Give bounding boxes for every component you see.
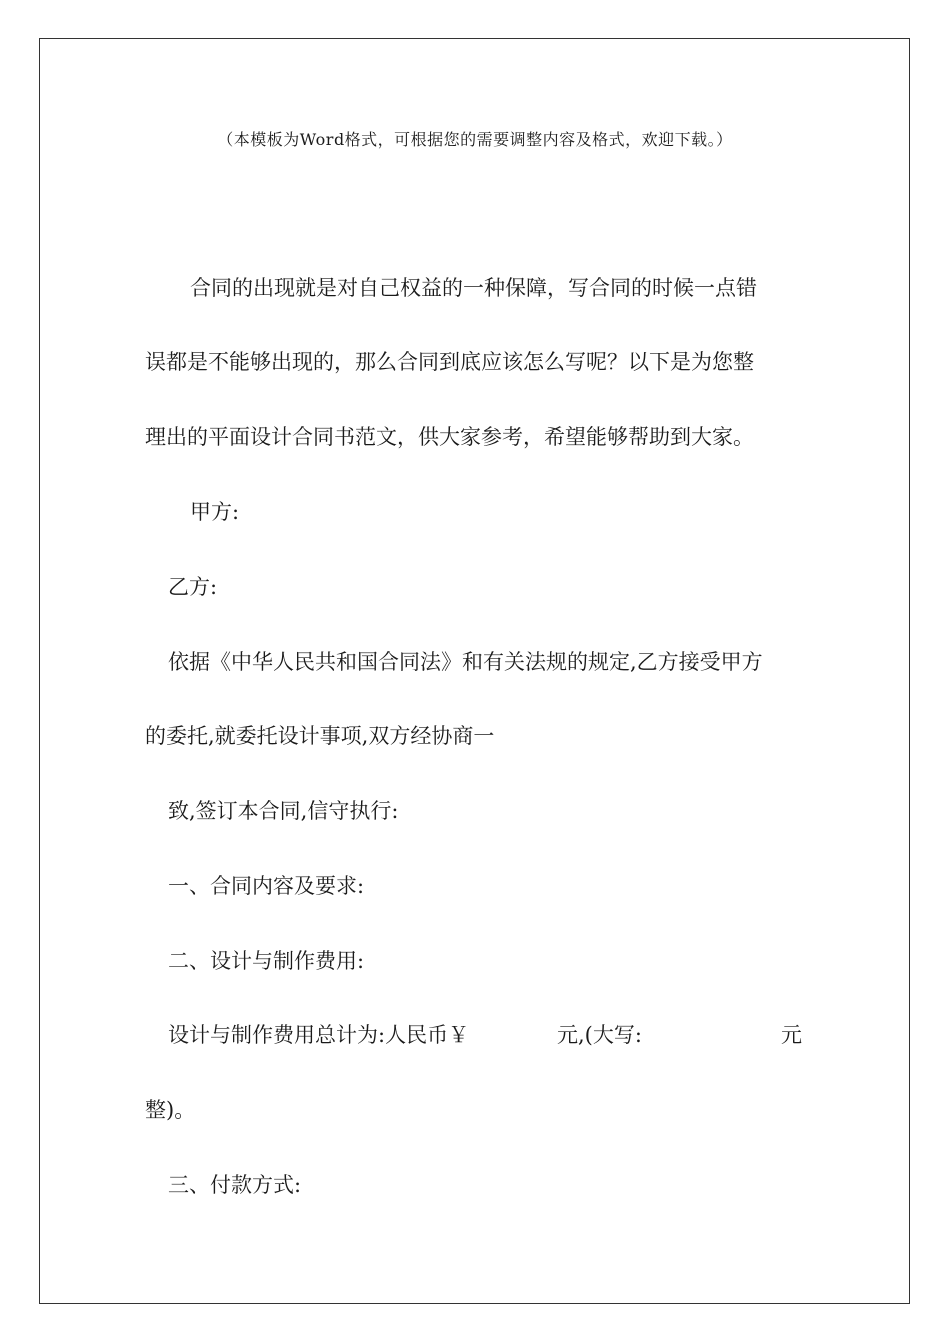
template-notice: （本模板为Word格式，可根据您的需要调整内容及格式，欢迎下载。） — [217, 130, 733, 149]
basis-line-2: 的委托,就委托设计事项,双方经协商一 — [145, 724, 495, 748]
party-a-label: 甲方: — [190, 500, 240, 524]
fee-line-continuation: 整)。 — [145, 1098, 196, 1122]
fee-line-start: 设计与制作费用总计为:人民币￥ — [168, 1023, 470, 1047]
fee-line-end: 元 — [781, 1023, 802, 1047]
basis-line-1: 依据《中华人民共和国合同法》和有关法规的规定,乙方接受甲方 — [168, 650, 763, 674]
intro-line-1: 合同的出现就是对自己权益的一种保障，写合同的时候一点错 — [190, 276, 757, 300]
party-b-label: 乙方: — [168, 575, 218, 599]
intro-line-3: 理出的平面设计合同书范文，供大家参考，希望能够帮助到大家。 — [145, 425, 754, 449]
basis-line-3: 致,签订本合同,信守执行: — [168, 799, 399, 823]
intro-line-2: 误都是不能够出现的，那么合同到底应该怎么写呢？以下是为您整 — [145, 350, 754, 374]
section-2-heading: 二、设计与制作费用: — [168, 949, 365, 973]
section-3-heading: 三、付款方式: — [168, 1173, 302, 1197]
section-1-heading: 一、合同内容及要求: — [168, 874, 365, 898]
fee-line-mid: 元,(大写: — [557, 1023, 642, 1047]
